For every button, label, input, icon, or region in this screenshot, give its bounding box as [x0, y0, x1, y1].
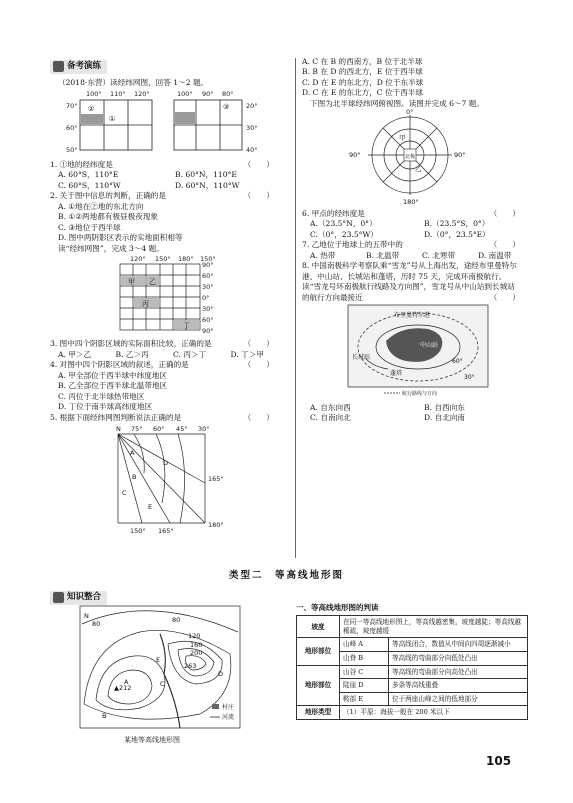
north-arrow: N — [84, 612, 89, 620]
svg-text:110°: 110° — [110, 90, 126, 99]
question-3-options: A. 甲＞乙 B. 乙＞丙 C. 丙＞丁 D. 丁＞甲 — [58, 349, 264, 359]
table-row: 地形类型 （1）平原：海拔一般在 200 米以下 — [297, 706, 528, 720]
svg-text:90°: 90° — [202, 260, 214, 269]
svg-text:80: 80 — [172, 616, 181, 624]
book-icon — [53, 592, 64, 603]
left-column — [50, 60, 288, 539]
svg-text:60°: 60° — [202, 271, 214, 280]
intro-3-4: 读“经纬网图”，完成 3～4 题。 — [58, 243, 164, 253]
svg-text:50°: 50° — [66, 146, 78, 155]
question-6: 6. 甲点的经纬度是 （ ） — [302, 208, 520, 218]
svg-text:60°: 60° — [202, 315, 214, 324]
svg-text:180°: 180° — [208, 521, 224, 530]
point-b: B — [132, 473, 137, 482]
table-row: 山脊 B 等高线的弯曲部分向低处凸出 — [297, 652, 528, 666]
svg-text:263: 263 — [184, 662, 197, 670]
svg-text:90°: 90° — [454, 151, 466, 160]
svg-text:村庄: 村庄 — [222, 704, 235, 711]
svg-text:70°: 70° — [66, 102, 78, 111]
svg-text:30°: 30° — [202, 304, 214, 313]
svg-text:30°: 30° — [246, 124, 258, 133]
svg-text:60°: 60° — [66, 124, 78, 133]
svg-text:0°: 0° — [202, 293, 210, 302]
intro-6-7: 下图为北半球经纬网俯视图。读图并完成 6～7 题。 — [310, 98, 484, 108]
point-d: D — [163, 459, 169, 468]
svg-text:180°: 180° — [178, 254, 194, 263]
svg-text:150°: 150° — [155, 254, 171, 263]
svg-text:80: 80 — [92, 620, 101, 628]
shaded-area — [175, 112, 195, 124]
svg-text:90°: 90° — [349, 151, 361, 160]
svg-text:120°: 120° — [130, 254, 146, 263]
point-2: ② — [88, 105, 95, 114]
point-3: ③ — [223, 103, 230, 112]
legend-route: 航行路线与方向 — [402, 391, 438, 398]
question-5: 5. 根据下面经纬网图判断说法正确的是 （ ） — [50, 412, 274, 422]
table-heading: 一、等高线地形图的判读 — [296, 603, 379, 612]
intro-1-2: （2018·东营）读经纬网图，回答 1～2 题。 — [58, 77, 209, 87]
svg-text:0°: 0° — [406, 109, 414, 117]
svg-text:河流: 河流 — [222, 714, 235, 721]
map-caption: 某地等高线地形图 — [124, 736, 180, 744]
svg-text:90°: 90° — [202, 326, 214, 335]
label-punta: 蓬塔 — [390, 370, 403, 378]
point-c: C — [160, 680, 165, 688]
cell-bing: 丙 — [142, 299, 149, 308]
table-row: 地形部位 山谷 C 等高线的弯曲部分向高处凸出 — [297, 665, 528, 679]
svg-text:N: N — [116, 425, 121, 434]
village-legend-icon — [212, 704, 219, 709]
cell-ding: 丁 — [183, 321, 190, 330]
question-3: 3. 图中四个阴影区域的实际面积比较，正确的是 （ ） — [50, 339, 274, 349]
svg-text:80°: 80° — [222, 90, 234, 99]
point-e: E — [148, 503, 153, 512]
svg-text:20°: 20° — [246, 102, 258, 111]
table-row: 坡度 在同一等高线地形图上，等高线越密集，坡度越陡；等高线越稀疏，坡度越缓 — [297, 616, 528, 638]
point-jia: 甲 — [399, 134, 406, 143]
section-2-title: 类型二 等高线地形图 — [228, 570, 344, 581]
point-d: D — [218, 670, 224, 678]
cell-jia: 甲 — [128, 277, 135, 286]
lat-lon-grid-map-1 — [50, 88, 288, 156]
lat-lon-fan-map-3 — [50, 423, 288, 535]
svg-text:160: 160 — [190, 641, 203, 649]
svg-text:100°: 100° — [86, 90, 102, 99]
point-a: A — [130, 449, 135, 458]
question-4-options: A. 甲全部位于西半球中纬度地区 B. 乙全部位于西半球北温带地区 C. 丙位于北半球热带地区 D. 丁位于南半球高纬度地区 — [58, 370, 168, 412]
question-1: 1. ①地的经纬度是 （ ） — [50, 159, 274, 169]
point-c: C — [122, 489, 127, 498]
peak-a: ▲212 — [114, 684, 132, 692]
table-row: 陡崖 D 多条等高线重叠 — [297, 679, 528, 693]
svg-text:150°: 150° — [200, 254, 216, 263]
question-7-options: A. 热带 B. 北温带 C. 北寒带 D. 南温带 — [310, 250, 512, 260]
section-label-practice: 备考演练 — [50, 60, 107, 74]
svg-text:90°: 90° — [202, 90, 214, 99]
svg-text:30°: 30° — [198, 425, 210, 434]
question-5-options: A. C 在 B 的西南方，B 位于北半球 B. B 在 D 的西北方，E 位于西半球 C. D 在 E 的东北方，D 位于东半球 D. C 在 E 的东北方，C 位于西半球 — [302, 57, 424, 98]
svg-text:30°: 30° — [464, 374, 475, 382]
svg-text:75°: 75° — [131, 425, 143, 434]
point-e: E — [156, 656, 161, 664]
svg-text:180°: 180° — [403, 198, 419, 206]
point-b: B — [102, 712, 107, 720]
svg-text:30°: 30° — [202, 282, 214, 291]
section-label-knowledge: 知识整合 — [50, 591, 107, 607]
svg-text:60°: 60° — [153, 425, 165, 434]
antarctic-route-map — [302, 303, 534, 399]
question-1-options: A. 60°S，110°E B. 60°N，110°E C. 60°S，110°W D. 60°N，110°W — [58, 170, 240, 190]
lat-lon-grid-map-2 — [50, 254, 288, 336]
point-1: ① — [109, 115, 116, 124]
contour-reading-table — [296, 603, 528, 720]
svg-text:150°: 150° — [130, 527, 146, 536]
point-yi: 乙 — [415, 165, 422, 174]
shaded-area — [81, 114, 103, 124]
svg-text:60°: 60° — [452, 358, 463, 366]
question-2: 2. 关于图中信息的判断，正确的是 （ ） — [50, 191, 274, 201]
question-8: 8. 中国南极科学考察队乘“雪龙”号从上海出发，途经布里曼特尔港、中山站、长城站和蓬塔，历时 75 天，完成环南极航行。读“雪龙号环南极航行线路及方向图”，雪龙号从中山站到长城站的航行方向最接近 （ ） — [302, 261, 520, 302]
svg-text:100°: 100° — [177, 90, 193, 99]
label-great-wall-station: 长城站 — [352, 354, 371, 362]
svg-text:165°: 165° — [158, 527, 174, 536]
north-polar-grid-map — [302, 109, 534, 205]
table-row: 鞍部 E 位于两座山峰之间的低地部分 — [297, 692, 528, 706]
svg-text:165°: 165° — [208, 475, 224, 484]
question-7: 7. 乙地位于地球上的五带中的 （ ） — [302, 240, 520, 250]
svg-text:40°: 40° — [246, 146, 258, 155]
svg-text:120°: 120° — [134, 90, 150, 99]
svg-text:45°: 45° — [176, 425, 188, 434]
cell-yi: 乙 — [149, 277, 156, 286]
svg-text:200: 200 — [190, 649, 203, 657]
question-8-options: A. 自东向西 B. 自西向东 C. 自南向北 D. 自北向南 — [310, 402, 466, 422]
label-zhongshan-station: 中山站 — [420, 342, 439, 350]
column-divider — [295, 58, 296, 558]
svg-text:北极: 北极 — [405, 154, 416, 161]
question-6-options: A.（23.5°N，0°） B.（23.5°S，0°） C.（0°，23.5°W） D.（0°，23.5°E） — [310, 219, 490, 239]
right-column — [302, 57, 534, 423]
question-4: 4. 对图中四个阴影区域的叙述，正确的是 （ ） — [50, 360, 274, 370]
question-2-options: A. ①地在②地的东北方向 B. ①②两地都有极昼极夜现象 C. ③地位于西半球 D. 图中两阴影区表示的实地面积相等 — [58, 201, 183, 243]
pencil-icon — [53, 61, 64, 72]
svg-text:120: 120 — [188, 632, 201, 640]
label-fremantle: 布里曼特尔港 — [394, 312, 431, 320]
contour-map — [60, 604, 280, 746]
page-number: 105 — [486, 754, 512, 768]
table-row: 地形部位 山峰 A 等高线闭合，数值从中间向四周逐渐减小 — [297, 638, 528, 652]
point-a: A — [124, 678, 129, 686]
